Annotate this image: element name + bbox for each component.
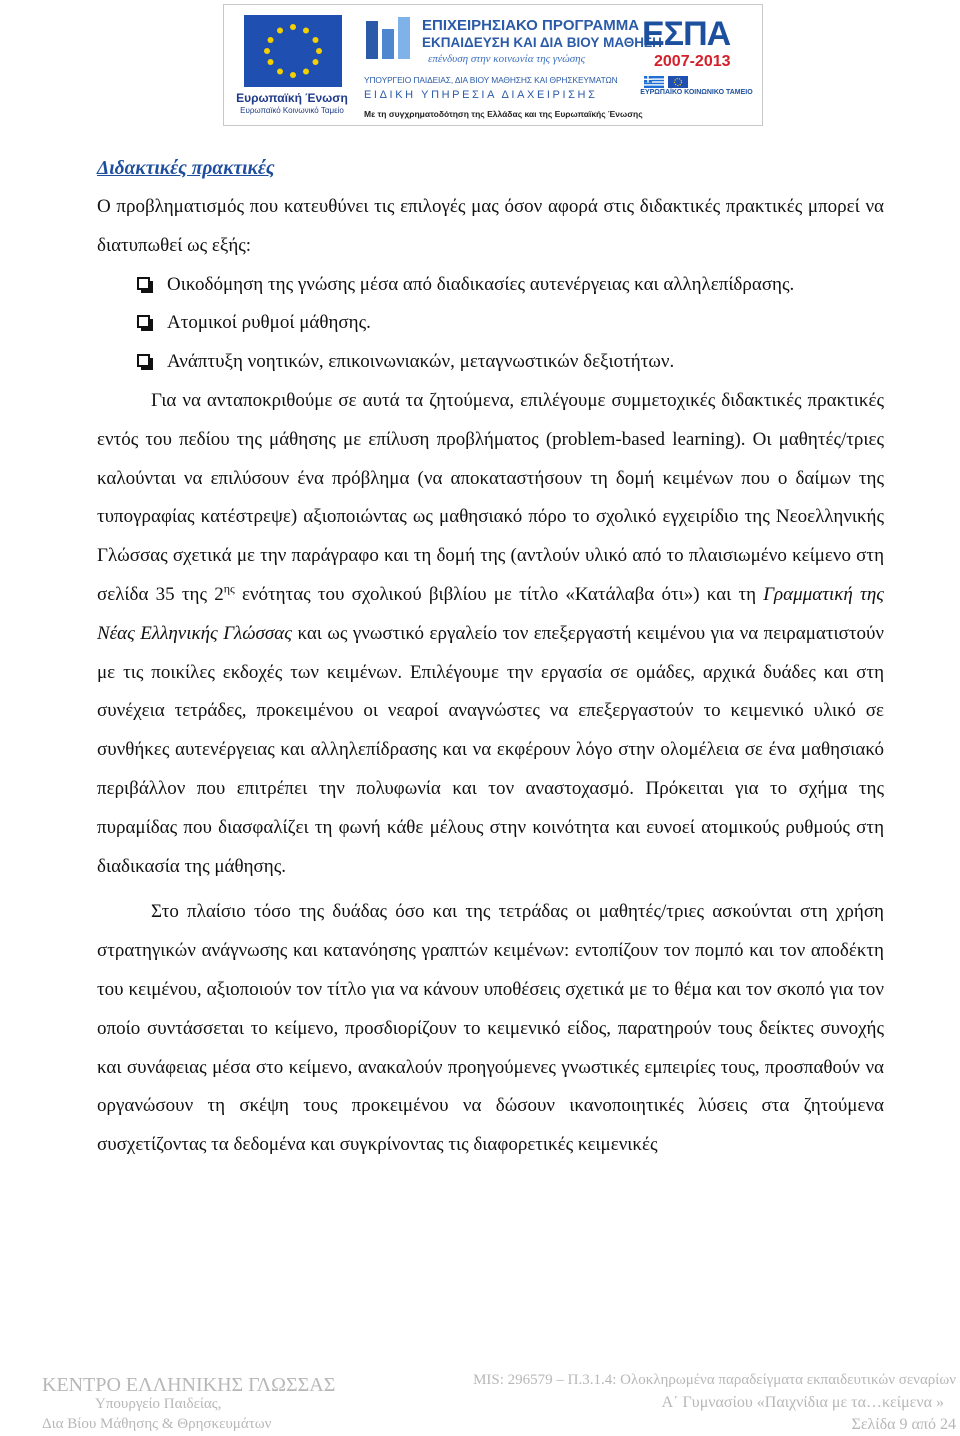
espa-years: 2007-2013: [654, 53, 731, 70]
program-slogan: επένδυση στην κοινωνία της γνώσης: [428, 53, 586, 65]
program-mark-icon: [364, 15, 416, 70]
footer-organization: ΚΕΝΤΡΟ ΕΛΛΗΝΙΚΗΣ ΓΛΩΣΣΑΣ: [42, 1374, 336, 1396]
checkbox-bullet-icon: [137, 315, 150, 328]
book-title: Γραμματική της Νέας Ελληνικής Γλώσσας: [97, 583, 884, 644]
eu-flag-icon: [244, 15, 342, 92]
paragraph-strategies: Στο πλαίσιο τόσο της δυάδας όσο και της τετράδας οι μαθητές/τριες ασκούνται στη χρήση στρατηγικών ανάγνωσης και κατανόησης γραπτών κειμένων: εντοπίζουν τον πομπό και τον αποδέκτη του κειμένου, αξιοποιούν τον τίτλο για να κάνουν υποθέσεις σχετικά με το θέμα και τον σκοπό για τον οποίο συντάσσεται το κείμενο, προσδιορίζουν το κειμενικό είδος, παρατηρούν τους δείκτες συνοχής και συνάφειας μέσα στο κείμενο, ανακαλούν προηγούμενες γνωστικές εμπειρίες τους, προσπαθούν να οργανώσουν τη σκέψη τους προκειμένου να δώσουν ικανοποιητικές λύσεις στα ζητούμενα συσχετίζοντας τα δεδομένα και συγκρίνοντας τις διαφορετικές κειμενικές: [97, 901, 884, 1156]
document-body: [97, 150, 884, 1165]
paragraph-methods: Για να ανταποκριθούμε σε αυτά τα ζητούμενα, επιλέγουμε συμμετοχικές διδακτικές πρακτικές εντός του πεδίου της μάθησης με επίλυση προβλήματος (problem-based learning). Οι μαθητές/τριες καλούνται να επιλύσουν ένα πρόβλημα (να αποκαταστήσουν τη δομή κειμένων που ο δαίμων της τυπογραφίας κατέστρεψε) αξιοποιώντας ως μαθησιακό πόρο το σχολικό εγχειρίδιο της Νεοελληνικής Γλώσσας σχετικά με την παράγραφο και τη δομή της (αντλούν υλικό από το πλαισιωμένο κείμενο στη σελίδα 35 της $2^{\eta\varsigma}$ ενότητας του σχολικού βιβλίου με τίτλο «Κατάλαβα ότι») και τη Γραμματική της Νέας Ελληνικής Γλώσσας και ως γνωστικό εργαλείο τον επεξεργαστή κειμένου για να πειραματιστούν με τις ποικίλες εκδοχές των κειμένων. Επιλέγουμε την εργασία σε ομάδες, αρχικά δυάδες και στη συνέχεια τετράδες, προκειμένου οι νεαροί αναγνώστες να επεξεργαστούν το κειμενικό υλικό σε συνθήκες αυτενέργειας και αλληλεπίδρασης και να εκφέρουν λόγο στην ολομέλεια σε ένα μαθησιακό περιβάλλον που επιτρέπει την πολυφωνία και τον αναστοχασμό. Πρόκειται για το σχήμα της πυραμίδας που διασφαλίζει τη φωνή κάθε μέλους στην κοινότητα και ευνοεί ατομικούς ρυθμούς στη διαδικασία της μάθησης.: [97, 389, 884, 877]
intro-paragraph: Ο προβληματισμός που κατευθύνει τις επιλογές μας όσον αφορά στις διδακτικές πρακτικές μπορεί να διατυπωθεί ως εξής:: [97, 196, 884, 256]
footer-ministry-line1: Υπουργείο Παιδείας,: [95, 1396, 222, 1412]
espa-name: ΕΣΠΑ: [642, 15, 731, 53]
footer-ministry-line2: Δια Βίου Μάθησης & Θρησκευμάτων: [42, 1416, 272, 1432]
section-heading: Διδακτικές πρακτικές: [97, 158, 275, 179]
page-footer: [0, 1366, 960, 1436]
program-title-line2: ΕΚΠΑΙΔΕΥΣΗ ΚΑΙ ΔΙΑ ΒΙΟΥ ΜΑΘΗΣΗ: [422, 35, 662, 50]
service-name: ΕΙΔΙΚΗ ΥΠΗΡΕΣΙΑ ΔΙΑΧΕΙΡΙΣΗΣ: [364, 89, 598, 101]
cofunding-note: Με τη συγχρηματοδότηση της Ελλάδας και της Ευρωπαϊκής Ένωσης: [364, 109, 643, 119]
list-item: Οικοδόμηση της γνώσης μέσα από διαδικασίες αυτενέργειας και αλληλεπίδρασης.: [97, 266, 884, 305]
program-title-line1: ΕΠΙΧΕΙΡΗΣΙΑΚΟ ΠΡΟΓΡΑΜΜΑ: [422, 17, 640, 34]
ordinal-superscript: ης: [223, 581, 235, 596]
eu-caption: Ευρωπαϊκή Ένωση: [236, 91, 348, 105]
bullet-list: [97, 266, 884, 382]
checkbox-bullet-icon: [137, 277, 150, 290]
header-banner: [223, 4, 763, 126]
page-number: Σελίδα 9 από 24: [851, 1416, 956, 1433]
footer-scenario-title: Α΄ Γυμνασίου «Παιχνίδια με τα…κείμενα »: [661, 1394, 944, 1411]
checkbox-bullet-icon: [137, 354, 150, 367]
footer-project-code: MIS: 296579 – Π.3.1.4: Ολοκληρωμένα παραδείγματα εκπαιδευτικών σεναρίων: [473, 1372, 956, 1388]
list-item: Ατομικοί ρυθμοί μάθησης.: [97, 304, 884, 343]
list-item: Ανάπτυξη νοητικών, επικοινωνιακών, μεταγνωστικών δεξιοτήτων.: [97, 343, 884, 382]
espa-caption: ΕΥΡΩΠΑΪΚΟ ΚΟΙΝΩΝΙΚΟ ΤΑΜΕΙΟ: [640, 89, 753, 96]
ministry-name: ΥΠΟΥΡΓΕΙΟ ΠΑΙΔΕΙΑΣ, ΔΙΑ ΒΙΟΥ ΜΑΘΗΣΗΣ ΚΑΙ ΘΡΗΣΚΕΥΜΑΤΩΝ: [364, 75, 618, 85]
eu-subcaption: Ευρωπαϊκό Κοινωνικό Ταμείο: [240, 106, 344, 115]
